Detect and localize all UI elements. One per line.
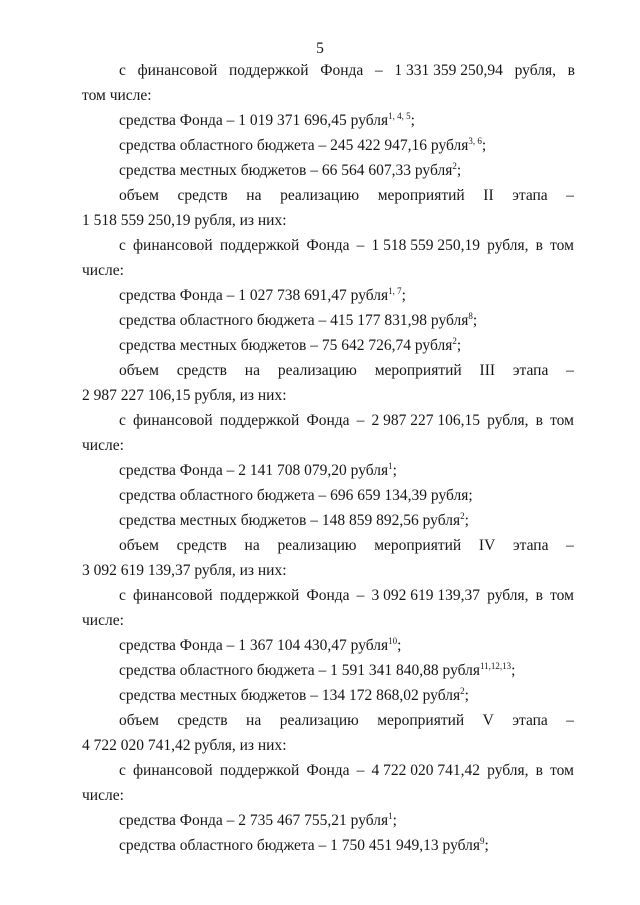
word: этапа bbox=[512, 712, 548, 729]
word: том bbox=[550, 762, 574, 779]
footnote-ref: 2 bbox=[452, 161, 457, 171]
funding-line bbox=[119, 686, 469, 706]
line-text: 4 722 020 741,42 рубля, из них: bbox=[82, 737, 287, 754]
justified-line bbox=[119, 711, 574, 731]
word: – bbox=[374, 62, 383, 79]
word: Фонда bbox=[306, 237, 350, 254]
word: на bbox=[246, 712, 262, 729]
continuation-line bbox=[82, 86, 152, 106]
line-text: средства областного бюджета – 696 659 134,39 рубля; bbox=[119, 487, 473, 504]
justified-line bbox=[119, 761, 574, 781]
line-text: средства Фонда – 2 735 467 755,21 рубля bbox=[119, 812, 389, 829]
word: Фонда bbox=[306, 412, 350, 429]
word: 1 331 359 250,94 bbox=[394, 62, 503, 79]
word: на bbox=[244, 362, 260, 379]
word: объем bbox=[119, 187, 159, 204]
word: на bbox=[244, 537, 260, 554]
footnote-ref: 2 bbox=[460, 686, 465, 696]
footnote-ref: 8 bbox=[468, 311, 473, 321]
line-text: средства местных бюджетов – 75 642 726,74 рубля bbox=[119, 337, 453, 354]
page-number: 5 bbox=[316, 40, 324, 57]
footnote-ref: 3, 6 bbox=[468, 136, 482, 146]
word: реализацию bbox=[277, 537, 357, 554]
word: рубля, bbox=[487, 587, 529, 604]
word: на bbox=[246, 187, 262, 204]
word: – bbox=[566, 362, 574, 379]
word: в bbox=[535, 587, 543, 604]
funding-line bbox=[119, 336, 461, 356]
justified-line bbox=[119, 411, 574, 431]
word: – bbox=[356, 762, 365, 779]
justified-line bbox=[119, 236, 574, 256]
word: – bbox=[356, 237, 365, 254]
line-text: средства Фонда – 1 367 104 430,47 рубля bbox=[119, 637, 389, 654]
word: рубля, bbox=[514, 62, 556, 79]
funding-line bbox=[119, 836, 489, 856]
word: мероприятий bbox=[377, 187, 465, 204]
word: этапа bbox=[512, 537, 549, 554]
word: том bbox=[550, 237, 574, 254]
line-text: средства местных бюджетов – 134 172 868,02 рубля bbox=[119, 687, 461, 704]
word: в bbox=[567, 62, 575, 79]
funding-line bbox=[119, 111, 415, 131]
footnote-ref: 1, 4, 5 bbox=[388, 111, 411, 121]
word: II bbox=[483, 187, 494, 204]
line-text: средства Фонда – 1 027 738 691,47 рубля bbox=[119, 287, 389, 304]
word: финансовой bbox=[137, 62, 218, 79]
word: – bbox=[566, 537, 574, 554]
continuation-line bbox=[82, 436, 124, 456]
word: 1 518 559 250,19 bbox=[371, 237, 481, 254]
justified-line bbox=[119, 361, 574, 381]
footnote-ref: 1, 7 bbox=[388, 286, 402, 296]
word: – bbox=[356, 412, 365, 429]
word: с bbox=[119, 762, 126, 779]
line-text: 2 987 227 106,15 рубля, из них: bbox=[82, 387, 287, 404]
line-punctuation: ; bbox=[392, 462, 397, 479]
line-text: средства Фонда – 2 141 708 079,20 рубля bbox=[119, 462, 389, 479]
word: с bbox=[119, 62, 126, 79]
line-punctuation: ; bbox=[464, 512, 469, 529]
word: средств bbox=[176, 362, 227, 379]
word: – bbox=[356, 587, 365, 604]
word: объем bbox=[119, 712, 159, 729]
funding-line bbox=[119, 286, 406, 306]
footnote-ref: 2 bbox=[460, 511, 465, 521]
line-punctuation: ; bbox=[397, 637, 402, 654]
word: V bbox=[482, 712, 494, 729]
word: III bbox=[479, 362, 496, 379]
justified-line bbox=[119, 61, 575, 81]
word: финансовой bbox=[133, 412, 213, 429]
justified-line bbox=[119, 186, 574, 206]
word: реализацию bbox=[277, 362, 357, 379]
word: поддержкой bbox=[229, 62, 309, 79]
funding-line bbox=[119, 661, 515, 681]
word: 2 987 227 106,15 bbox=[371, 412, 481, 429]
line-text: том числе: bbox=[82, 87, 152, 104]
line-text: средства областного бюджета – 1 750 451 949,13 рубля bbox=[119, 837, 480, 854]
funding-line bbox=[119, 461, 397, 481]
footnote-ref: 9 bbox=[480, 836, 485, 846]
word: объем bbox=[119, 362, 159, 379]
funding-line bbox=[119, 811, 397, 831]
line-punctuation: ; bbox=[392, 812, 397, 829]
word: мероприятий bbox=[377, 712, 465, 729]
line-text: числе: bbox=[82, 612, 124, 629]
continuation-line bbox=[82, 386, 287, 406]
continuation-line bbox=[82, 736, 287, 756]
word: том bbox=[550, 412, 574, 429]
word: финансовой bbox=[133, 587, 213, 604]
line-punctuation: ; bbox=[464, 687, 469, 704]
word: с bbox=[119, 412, 126, 429]
footnote-ref: 1 bbox=[388, 461, 393, 471]
word: средств bbox=[177, 187, 228, 204]
line-text: средства областного бюджета – 415 177 831,98 рубля bbox=[119, 312, 469, 329]
line-punctuation: ; bbox=[472, 312, 478, 329]
word: поддержкой bbox=[219, 237, 300, 254]
word: средств bbox=[177, 712, 228, 729]
footnote-ref: 2 bbox=[452, 336, 457, 346]
line-punctuation: ; bbox=[511, 662, 516, 679]
word: мероприятий bbox=[374, 362, 462, 379]
word: том bbox=[550, 587, 574, 604]
word: мероприятий bbox=[374, 537, 462, 554]
word: IV bbox=[478, 537, 496, 554]
line-text: средства областного бюджета – 245 422 947,16 рубля bbox=[119, 137, 469, 154]
word: – bbox=[566, 187, 574, 204]
word: поддержкой bbox=[219, 762, 300, 779]
line-text: средства Фонда – 1 019 371 696,45 рубля bbox=[119, 112, 389, 129]
footnote-ref: 11,12,13 bbox=[480, 661, 512, 671]
line-text: средства местных бюджетов – 66 564 607,33 рубля bbox=[119, 162, 453, 179]
funding-line bbox=[119, 511, 469, 531]
word: в bbox=[535, 237, 543, 254]
line-text: числе: bbox=[82, 262, 124, 279]
word: 4 722 020 741,42 bbox=[371, 762, 481, 779]
line-text: числе: bbox=[82, 787, 124, 804]
continuation-line bbox=[82, 786, 124, 806]
line-text: 3 092 619 139,37 рубля, из них: bbox=[82, 562, 287, 579]
line-punctuation: ; bbox=[484, 837, 489, 854]
word: Фонда bbox=[306, 587, 350, 604]
word: поддержкой bbox=[219, 412, 300, 429]
line-punctuation: ; bbox=[401, 287, 406, 304]
word: рубля, bbox=[487, 762, 529, 779]
continuation-line bbox=[82, 561, 287, 581]
line-punctuation: ; bbox=[410, 112, 415, 129]
funding-line bbox=[119, 311, 477, 331]
word: с bbox=[119, 237, 126, 254]
footnote-ref: 10 bbox=[388, 636, 398, 646]
word: поддержкой bbox=[219, 587, 300, 604]
line-text: средства местных бюджетов – 148 859 892,56 рубля bbox=[119, 512, 461, 529]
word: с bbox=[119, 587, 126, 604]
line-punctuation: ; bbox=[456, 162, 462, 179]
line-punctuation: ; bbox=[481, 137, 487, 154]
word: 3 092 619 139,37 bbox=[371, 587, 481, 604]
word: этапа bbox=[512, 362, 549, 379]
funding-line bbox=[119, 161, 461, 181]
justified-line bbox=[119, 536, 574, 556]
word: финансовой bbox=[133, 237, 213, 254]
word: в bbox=[535, 762, 543, 779]
line-punctuation: ; bbox=[456, 337, 462, 354]
funding-line bbox=[119, 136, 486, 156]
word: рубля, bbox=[487, 412, 529, 429]
word: в bbox=[535, 412, 543, 429]
word: этапа bbox=[512, 187, 548, 204]
word: Фонда bbox=[320, 62, 364, 79]
continuation-line bbox=[82, 611, 124, 631]
word: Фонда bbox=[306, 762, 350, 779]
justified-line bbox=[119, 586, 574, 606]
word: – bbox=[566, 712, 574, 729]
word: средств bbox=[176, 537, 227, 554]
footnote-ref: 1 bbox=[388, 811, 393, 821]
funding-line bbox=[119, 636, 401, 656]
line-text: числе: bbox=[82, 437, 124, 454]
word: реализацию bbox=[279, 712, 359, 729]
word: объем bbox=[119, 537, 159, 554]
line-text: 1 518 559 250,19 рубля, из них: bbox=[82, 212, 287, 229]
word: реализацию bbox=[280, 187, 360, 204]
funding-line bbox=[119, 486, 473, 506]
continuation-line bbox=[82, 211, 287, 231]
word: финансовой bbox=[133, 762, 213, 779]
continuation-line bbox=[82, 261, 124, 281]
word: рубля, bbox=[487, 237, 529, 254]
line-text: средства областного бюджета – 1 591 341 840,88 рубля bbox=[119, 662, 480, 679]
